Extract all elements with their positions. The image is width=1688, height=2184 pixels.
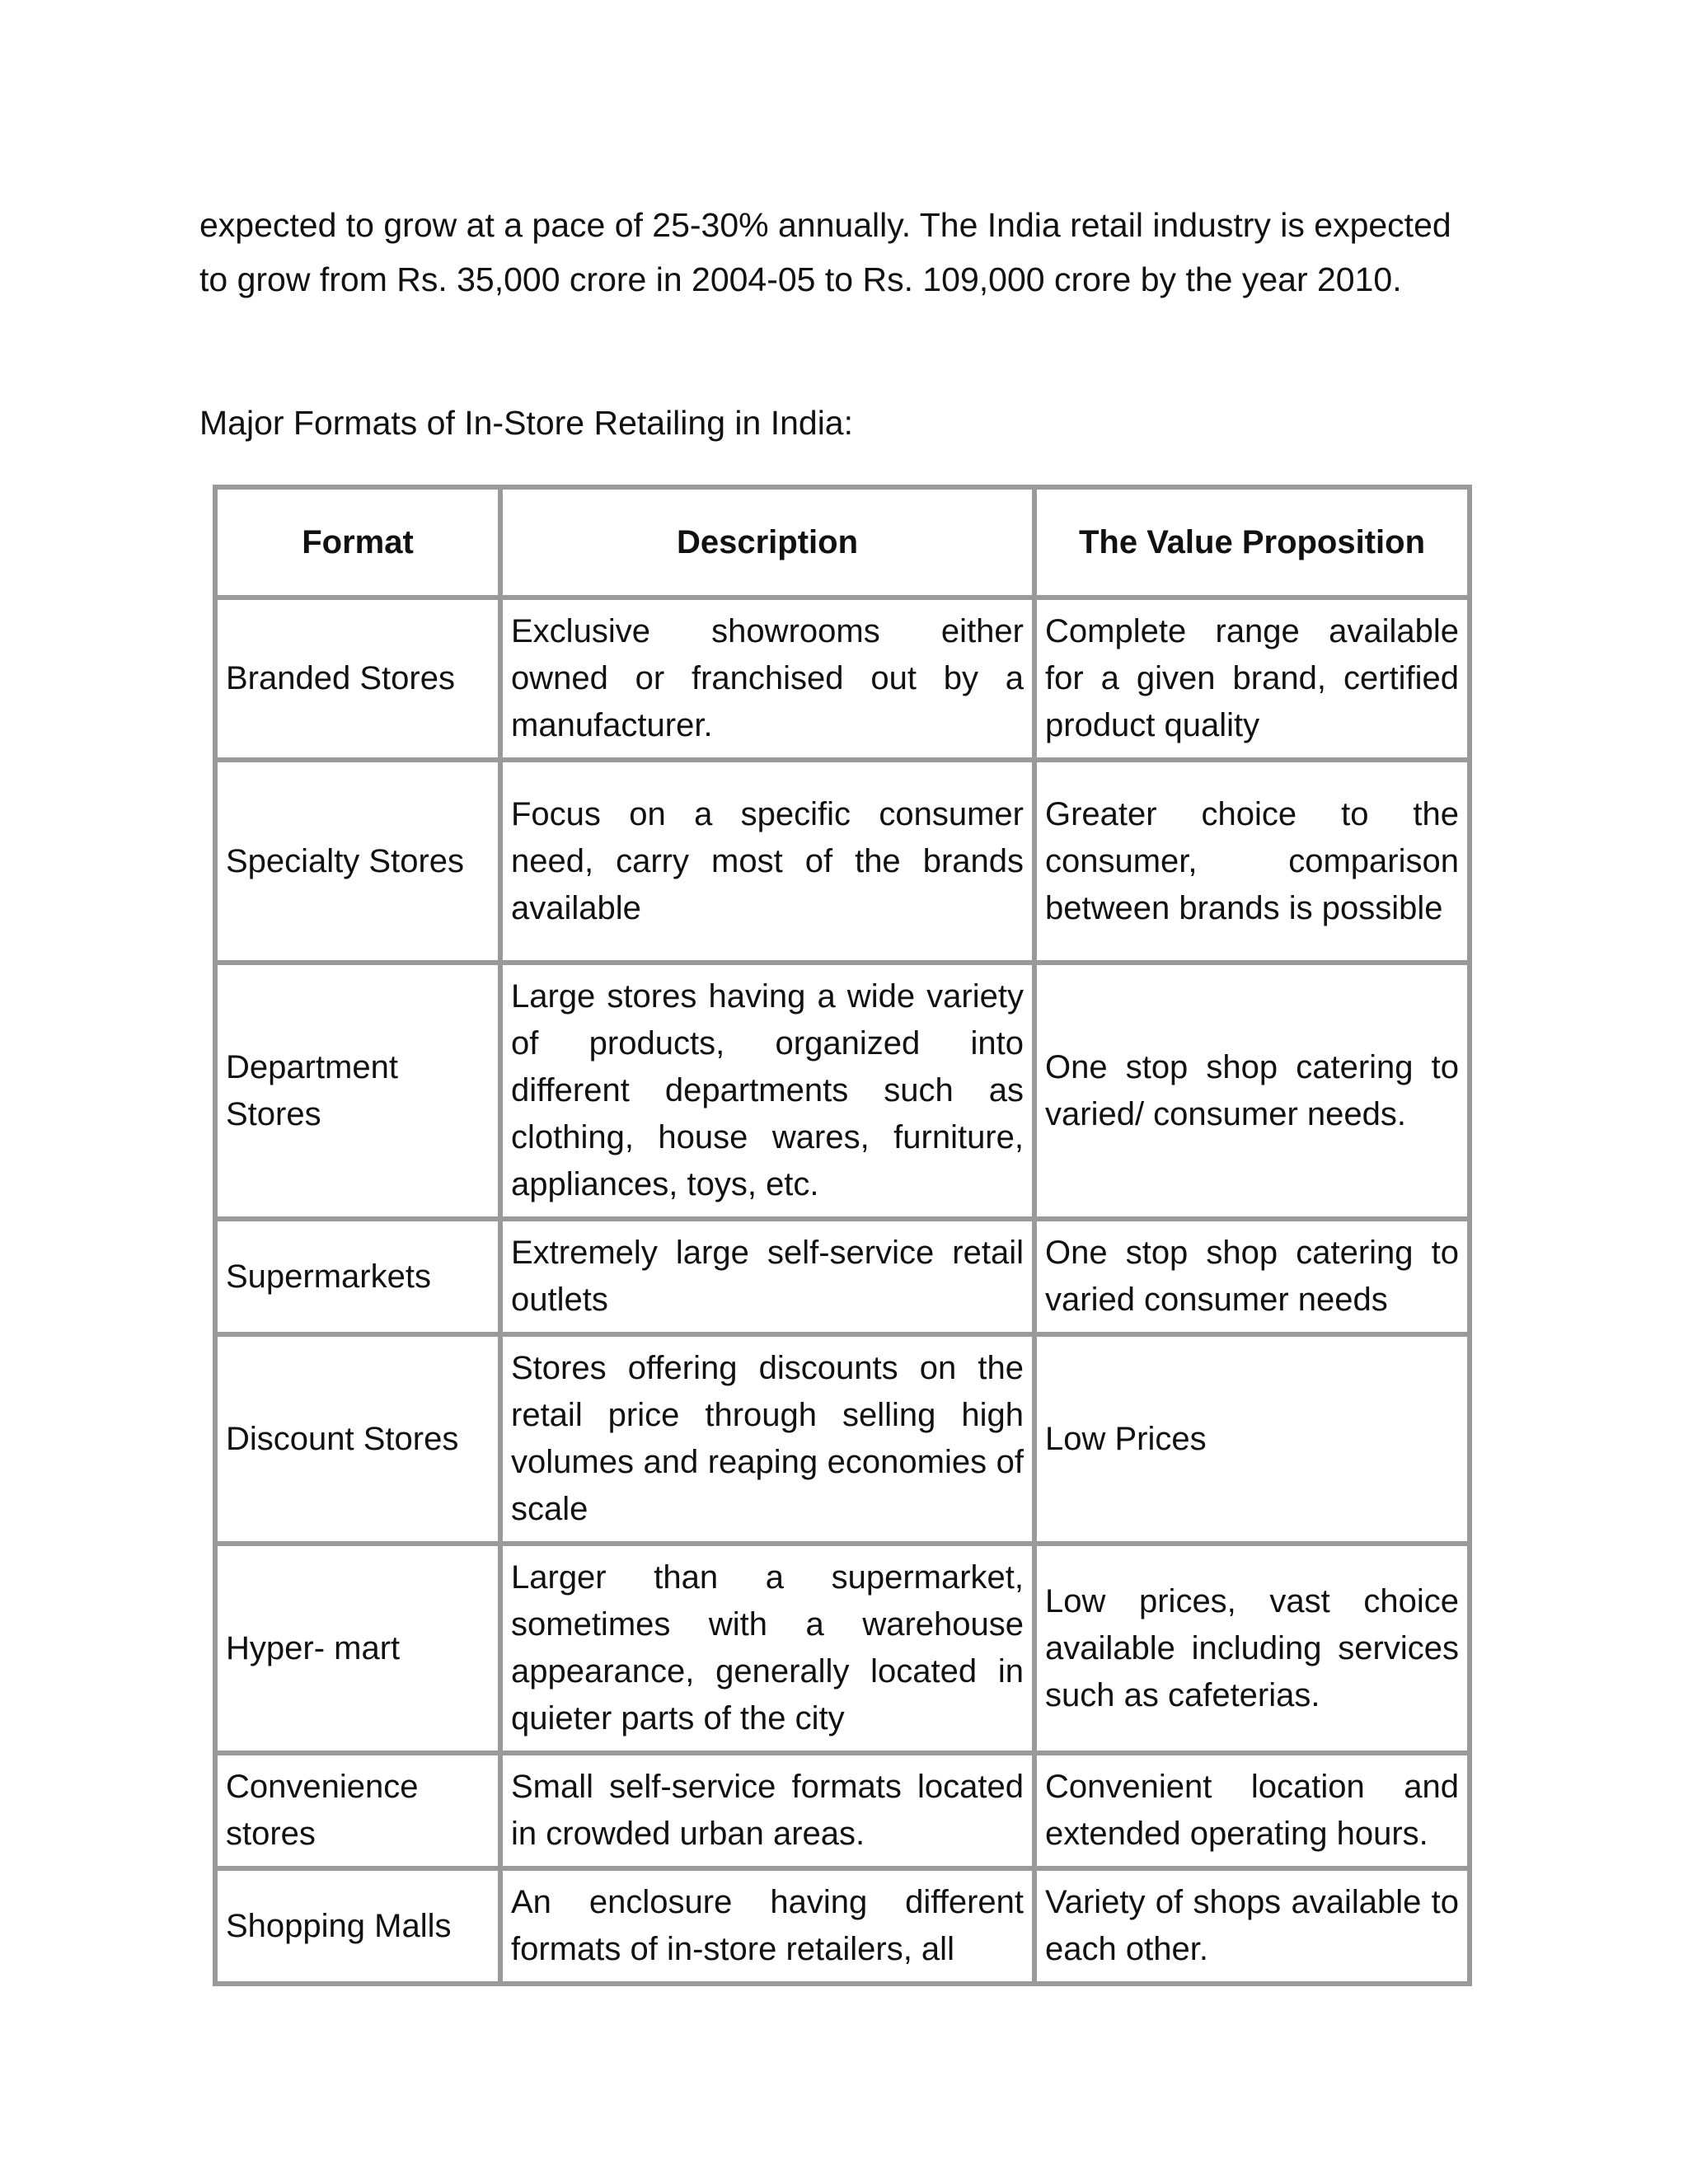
- table-row: [215, 1753, 1470, 1868]
- table-row: [215, 598, 1470, 760]
- retail-formats-table: [213, 485, 1472, 1986]
- format-cell: Hyper- mart: [215, 1544, 500, 1753]
- value-cell: One stop shop catering to varied consumer needs: [1034, 1219, 1470, 1334]
- table-row: [215, 963, 1470, 1219]
- description-cell: Larger than a supermarket, sometimes with a warehouse appearance, generally located in quieter parts of the city: [500, 1544, 1034, 1753]
- description-cell: Small self-service formats located in crowded urban areas.: [500, 1753, 1034, 1868]
- format-cell: Supermarkets: [215, 1219, 500, 1334]
- intro-paragraph: expected to grow at a pace of 25-30% annually. The India retail industry is expected to grow from Rs. 35,000 crore in 2004-05 to Rs. 109,000 crore by the year 2010.: [199, 206, 1451, 298]
- format-cell: Branded Stores: [215, 598, 500, 760]
- format-cell: Discount Stores: [215, 1334, 500, 1544]
- header-description: Description: [500, 487, 1034, 598]
- description-cell: Extremely large self-service retail outlets: [500, 1219, 1034, 1334]
- description-cell: An enclosure having different formats of in-store retailers, all: [500, 1868, 1034, 1984]
- section-heading: Major Formats of In-Store Retailing in India:: [199, 404, 853, 442]
- value-cell: One stop shop catering to varied/ consumer needs.: [1034, 963, 1470, 1219]
- table-header-row: [215, 487, 1470, 598]
- value-cell: Convenient location and extended operating hours.: [1034, 1753, 1470, 1868]
- table-row: [215, 1868, 1470, 1984]
- value-cell: Complete range available for a given brand, certified product quality: [1034, 598, 1470, 760]
- format-cell: Convenience stores: [215, 1753, 500, 1868]
- format-cell: Department Stores: [215, 963, 500, 1219]
- description-cell: Exclusive showrooms either owned or franchised out by a manufacturer.: [500, 598, 1034, 760]
- value-cell: Low Prices: [1034, 1334, 1470, 1544]
- description-cell: Stores offering discounts on the retail price through selling high volumes and reaping economies of scale: [500, 1334, 1034, 1544]
- table-row: [215, 760, 1470, 963]
- format-cell: Specialty Stores: [215, 760, 500, 963]
- description-cell: Large stores having a wide variety of products, organized into different departments such as clothing, house wares, furniture, appliances, toys, etc.: [500, 963, 1034, 1219]
- description-cell: Focus on a specific consumer need, carry most of the brands available: [500, 760, 1034, 963]
- table-row: [215, 1544, 1470, 1753]
- format-cell: Shopping Malls: [215, 1868, 500, 1984]
- value-cell: Greater choice to the consumer, comparison between brands is possible: [1034, 760, 1470, 963]
- table-row: [215, 1219, 1470, 1334]
- value-cell: Low prices, vast choice available including services such as cafeterias.: [1034, 1544, 1470, 1753]
- table-row: [215, 1334, 1470, 1544]
- header-format: Format: [215, 487, 500, 598]
- header-value-proposition: The Value Proposition: [1034, 487, 1470, 598]
- value-cell: Variety of shops available to each other.: [1034, 1868, 1470, 1984]
